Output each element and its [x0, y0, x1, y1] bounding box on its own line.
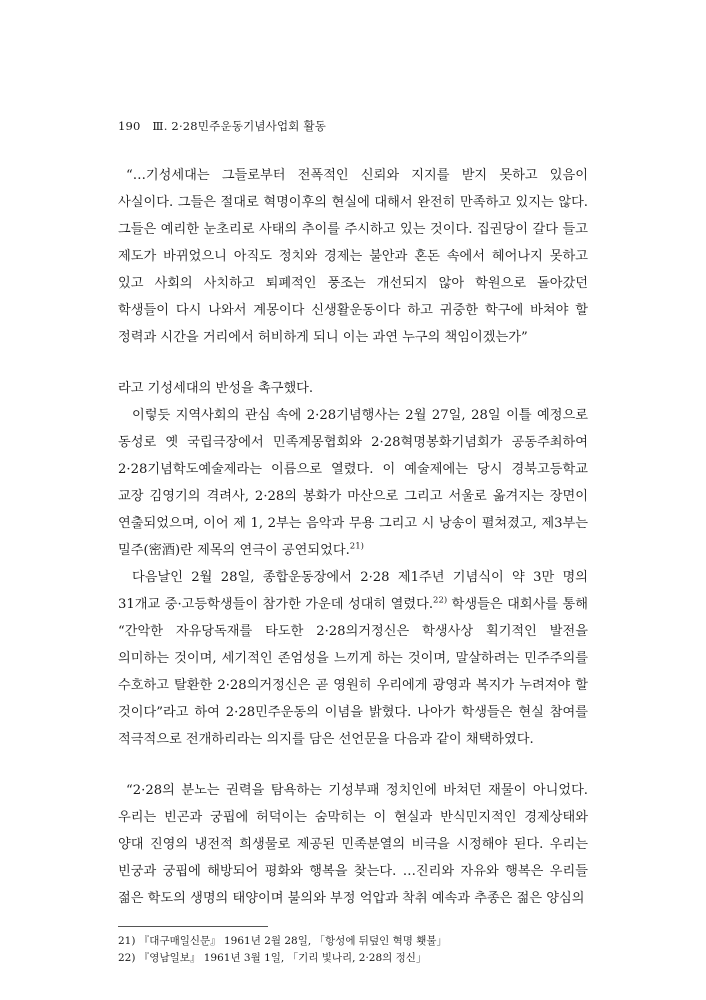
- footnote-ref-22: 22): [433, 595, 448, 606]
- footnote-divider: [118, 926, 268, 927]
- running-header: [118, 118, 588, 134]
- paragraph-1: 라고 기성세대의 반성을 촉구했다.: [118, 381, 314, 396]
- paragraph-2-text: 이렇듯 지역사회의 관심 속에 2·28기념행사는 2월 27일, 28일 이틀 예정으로 동성로 옛 국립극장에서 민족계몽협회와 2·28혁명봉화기념회가 공동주최하여 2·28기념학도예술제라는 이름으로 열렸다. 이 예술제에는 당시 경북고등학교 교장 김영기의 격려사, 2·28의 봉화가 마산으로 그리고 서울로 옮겨지는 장면이 연출되었으며, 이어 제 1, 2부는 음악과 무용 그리고 시 낭송이 펼쳐졌고, 제3부는 밀주(密酒)란 제목의 연극이 공연되었다.: [118, 408, 588, 558]
- quote-block-2: “2·28의 분노는 권력을 탐욕하는 기성부패 정치인에 바쳐던 재물이 아니었다. 우리는 빈곤과 궁핍에 허덕이는 숨막히는 이 현실과 반식민지적인 경제상태와 양대 진영의 냉전적 희생물로 제공된 민족분열의 비극을 시정해야 된다. 우리는 빈궁과 궁핍에 해방되어 평화와 행복을 찾는다. …진리와 자유와 행복은 우리들 젊은 학도의 생명의 태양이며 불의와 부정 억압과 착취 예속과 추종은 젊은 양심의: [118, 783, 588, 906]
- footnote-21: 21) 『대구매일신문』 1961년 2월 28일, 「항성에 뒤덮인 혁명 횃불」: [118, 935, 447, 947]
- footnote-22: 22) 『영남일보』 1961년 3월 1일, 「기리 빛나리, 2·28의 정신」: [118, 952, 427, 964]
- paragraph-3-text-b: 학생들은 대회사를 통해 “간악한 자유당독재를 타도한 2·28의거정신은 학생사상 획기적인 발전을 의미하는 것이며, 세기적인 존엄성을 느끼게 하는 것이며, 말살하려는 민주주의를 수호하고 탈환한 2·28의거정신은 곧 영원히 우리에게 광영과 복지가 누려져야 할 것이다”라고 하여 2·28민주운동의 이념을 밝혔다. 나아가 학생들은 현실 참여를 적극적으로 전개하리라는 의지를 담은 선언문을 다음과 같이 채택하였다.: [118, 597, 588, 747]
- page-number: 190: [118, 119, 141, 133]
- document-page: [118, 118, 588, 967]
- paragraph-3-text-a: 다음날인 2월 28일, 종합운동장에서 2·28 제1주년 기념식이 약 3만 명의 31개교 중·고등학생들이 참가한 가운데 성대히 열렸다.: [118, 570, 588, 612]
- paragraph-3: [118, 564, 588, 753]
- paragraph-2: [118, 402, 588, 564]
- section-title: Ⅲ. 2·28민주운동기념사업회 활동: [152, 119, 327, 133]
- footnote-ref-21: 21): [349, 541, 364, 552]
- quote-block-1: “…기성세대는 그들로부터 전폭적인 신뢰와 지지를 받지 못하고 있음이 사실이다. 그들은 절대로 혁명이후의 현실에 대해서 완전히 만족하고 있지는 않다. 그들은 예리한 눈초리로 사태의 추이를 주시하고 있는 것이다. 집권당이 갈다 들고 제도가 바뀌었으니 아직도 정치와 경제는 불안과 혼돈 속에서 헤어나지 못하고 있고 사회의 사치하고 퇴폐적인 풍조는 개선되지 않아 학원으로 돌아갔던 학생들이 다시 나와서 계몽이다 신생활운동이다 하고 귀중한 학구에 바쳐야 할 정력과 시간을 거리에서 허비하게 되니 이는 과연 누구의 책임이겠는가”: [118, 168, 588, 345]
